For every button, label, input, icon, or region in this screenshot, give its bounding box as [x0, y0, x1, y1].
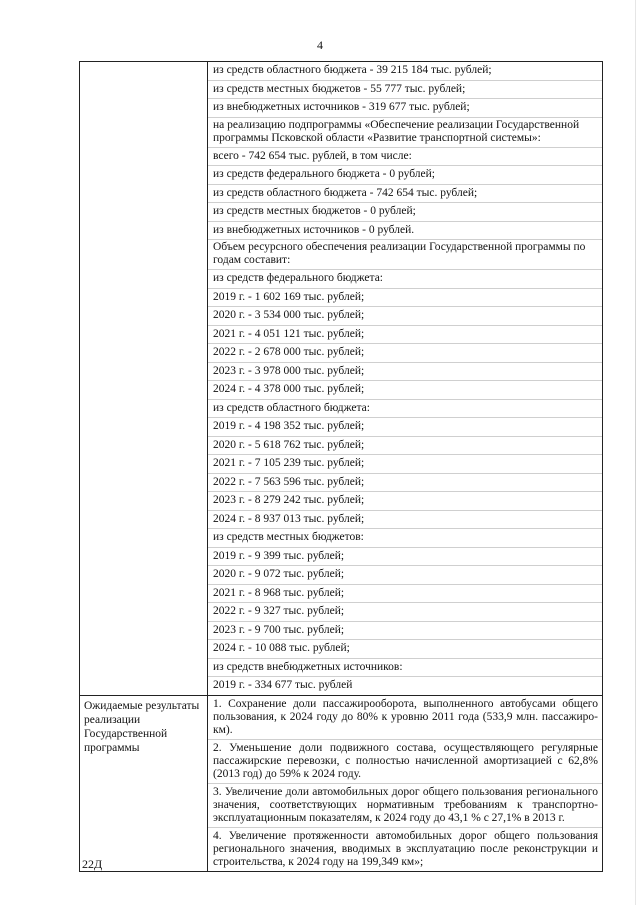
text-line: 2. Уменьшение доли подвижного состава, осуществляющего регулярные пассажирские перевозки, с полностью начисленной амортизацией с 62,8% (2013 год) до 59% к 2024 году.: [208, 740, 602, 784]
text-line: из средств федерального бюджета:: [208, 270, 602, 289]
text-line: из средств внебюджетных источников:: [208, 659, 602, 678]
left-cell-empty: [80, 62, 208, 696]
text-line: из средств местных бюджетов - 55 777 тыс. рублей;: [208, 81, 602, 100]
funding-cell: [208, 62, 603, 696]
results-cell: [208, 695, 603, 871]
text-line: 2020 г. - 9 072 тыс. рублей;: [208, 566, 602, 585]
volume-text: Объем ресурсного обеспечения реализации Государственной программы по годам составит:: [208, 240, 602, 270]
text-line: 2022 г. - 2 678 000 тыс. рублей;: [208, 344, 602, 363]
text-line: из средств федерального бюджета - 0 рублей;: [208, 166, 602, 185]
text-line: из средств местных бюджетов:: [208, 529, 602, 548]
text-line: 2023 г. - 8 279 242 тыс. рублей;: [208, 492, 602, 511]
text-line: из внебюджетных источников - 319 677 тыс. рублей;: [208, 99, 602, 118]
text-line: 3. Увеличение доли автомобильных дорог общего пользования регионального значения, соответствующих нормативным требованиям к транспортно-эксплуатационным показателям, к 2024 году до 43,1 % с 27,1% в 2013 г.: [208, 784, 602, 828]
footer-code: 22Д: [82, 857, 103, 871]
results-label: Ожидаемые результаты реализации Государственной программы: [84, 699, 200, 754]
text-line: 2023 г. - 3 978 000 тыс. рублей;: [208, 363, 602, 382]
text-line: из средств областного бюджета:: [208, 400, 602, 419]
text-line: 2023 г. - 9 700 тыс. рублей;: [208, 622, 602, 641]
text-line: из средств областного бюджета - 39 215 184 тыс. рублей;: [208, 62, 602, 81]
text-line: 2020 г. - 5 618 762 тыс. рублей;: [208, 437, 602, 456]
page-number: 4: [317, 38, 323, 52]
text-line: 2019 г. - 9 399 тыс. рублей;: [208, 548, 602, 567]
text-line: из средств областного бюджета - 742 654 тыс. рублей;: [208, 185, 602, 204]
table-row-results: [80, 695, 603, 871]
text-line: 2021 г. - 8 968 тыс. рублей;: [208, 585, 602, 604]
text-line: из средств местных бюджетов - 0 рублей;: [208, 203, 602, 222]
text-line: всего - 742 654 тыс. рублей, в том числе:: [208, 148, 602, 167]
text-line: 2019 г. - 334 677 тыс. рублей: [213, 679, 353, 691]
table-row-funding: [80, 62, 603, 696]
text-line: 2019 г. - 4 198 352 тыс. рублей;: [208, 418, 602, 437]
subprogram-text: на реализацию подпрограммы «Обеспечение реализации Государственной программы Псковской области «Развитие транспортной системы»:: [208, 118, 602, 148]
text-line: 1. Сохранение доли пассажирооборота, выполненного автобусами общего пользования, к 2024 году до 80% к уровню 2011 года (533,9 млн. пассажиро-км).: [208, 696, 602, 740]
text-line: 2022 г. - 9 327 тыс. рублей;: [208, 603, 602, 622]
text-line: 2021 г. - 4 051 121 тыс. рублей;: [208, 326, 602, 345]
text-line: 2024 г. - 4 378 000 тыс. рублей;: [208, 381, 602, 400]
text-line: 2019 г. - 1 602 169 тыс. рублей;: [208, 289, 602, 308]
text-line: 2024 г. - 10 088 тыс. рублей;: [208, 640, 602, 659]
text-line: 2024 г. - 8 937 013 тыс. рублей;: [208, 511, 602, 530]
text-line: 2020 г. - 3 534 000 тыс. рублей;: [208, 307, 602, 326]
left-cell-label: [80, 695, 208, 871]
text-line: 4. Увеличение протяженности автомобильных дорог общего пользования регионального значения, вводимых в эксплуатацию после реконструкции и строительства, к 2024 году на 199,349 км»;: [213, 829, 598, 868]
text-line: 2022 г. - 7 563 596 тыс. рублей;: [208, 474, 602, 493]
scan-margin-line: [635, 0, 636, 905]
program-passport-table: [79, 61, 603, 872]
text-line: из внебюджетных источников - 0 рублей.: [208, 222, 602, 241]
text-line: 2021 г. - 7 105 239 тыс. рублей;: [208, 455, 602, 474]
